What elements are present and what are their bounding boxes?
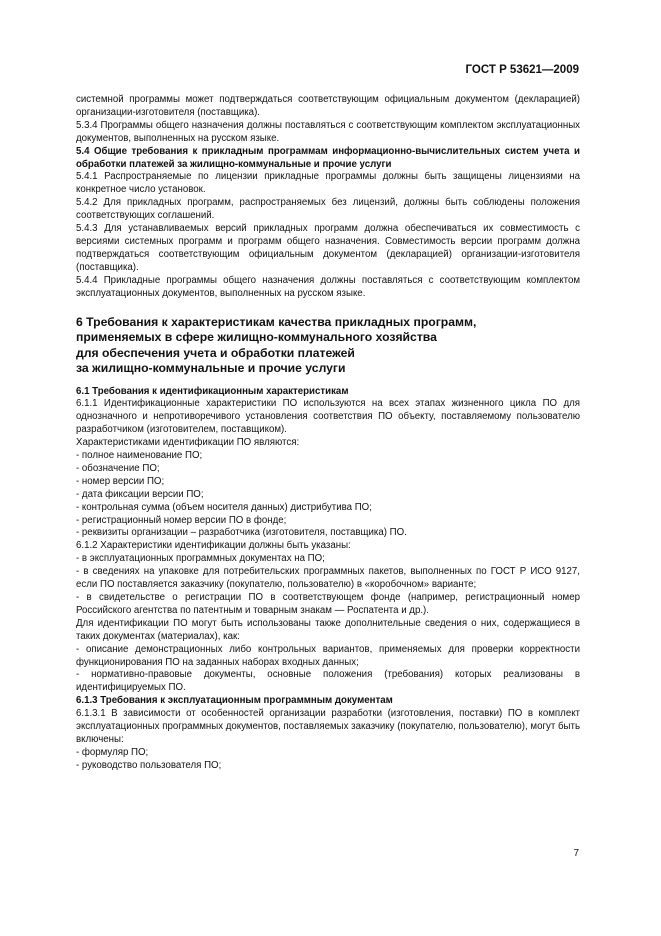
section-title-line: для обеспечения учета и обработки платежей <box>76 345 355 360</box>
paragraph: 5.4.1 Распространяемые по лицензии прикладные программы должны быть защищены лицензиями на конкретное число установок. <box>76 171 580 196</box>
section-6-body <box>76 386 580 773</box>
paragraph: 5.3.4 Программы общего назначения должны поставляться с соответствующим комплектом эксплуатационных документов, выполненных на русском языке. <box>76 119 580 144</box>
paragraph: Для идентификации ПО могут быть использованы также дополнительные сведения о них, содержащиеся в таких документах (материалах), как: <box>76 617 580 642</box>
list-item: - в эксплуатационных программных документах на ПО; <box>76 553 325 565</box>
list-item: - реквизиты организации – разработчика (изготовителя, поставщика) ПО. <box>76 527 407 539</box>
section-title-line: за жилищно-коммунальные и прочие услуги <box>76 361 346 375</box>
paragraph: 6.1.3.1 В зависимости от особенностей организации разработки (изготовления, поставки) ПО в комплект эксплуатационных программных документов, поставляемых заказчику (покупателю, пользователю), могут быть включены: <box>76 708 580 745</box>
list-item: - номер версии ПО; <box>76 475 165 487</box>
paragraph: 6.1.1 Идентификационные характеристики ПО используются на всех этапах жизненного цикла ПО для однозначного и непротиворечивого установления соответствия ПО объекту, поставляемому пользователю разработчиком (изготовителем, поставщиком). <box>76 398 580 436</box>
standard-number-header: ГОСТ Р 53621—2009 <box>465 64 579 76</box>
section-6-title <box>76 315 580 377</box>
paragraph: 5.4.3 Для устанавливаемых версий прикладных программ должна обеспечиваться их совместимость с версиями системных программ и программ общего назначения. Совместимость версии программ должна подтверждаться соответствующим официальным документом (декларацией) организации-изготовителя (поставщика). <box>76 223 580 273</box>
subsection-heading: 6.1.3 Требования к эксплуатационным программным документам <box>76 695 393 707</box>
list-item: Характеристиками идентификации ПО являются: <box>76 437 300 449</box>
paragraph: - в свидетельстве о регистрации ПО в соответствующем фонде (например, регистрационный номер Российского агентства по патентным и товарным знакам — Роспатента и др.). <box>76 592 580 616</box>
paragraph: - нормативно-правовые документы, основные положения (требования) которых реализованы в идентифицируемых ПО. <box>76 669 580 694</box>
page-number: 7 <box>573 848 579 859</box>
section-title-line: применяемых в сфере жилищно-коммунального хозяйства <box>76 330 437 344</box>
list-item: - полное наименование ПО; <box>76 450 203 462</box>
list-item: - формуляр ПО; <box>76 746 149 758</box>
paragraph: системной программы может подтверждаться соответствующим официальным документом (декларацией) организации-изготовителя (поставщика). <box>76 94 580 118</box>
paragraph: 5.4.2 Для прикладных программ, распространяемых без лицензий, должны быть соблюдены положения соответствующих соглашений. <box>76 197 580 222</box>
subsection-heading: 5.4 Общие требования к прикладным программам информационно-вычислительных систем учета и обработки платежей за жилищно-коммунальные и прочие услуги <box>76 145 580 170</box>
list-item: 6.1.2 Характеристики идентификации должны быть указаны: <box>76 540 351 552</box>
section-5-continuation <box>76 94 580 301</box>
subsection-heading: 6.1 Требования к идентификационным характеристикам <box>76 385 349 397</box>
paragraph: - описание демонстрационных либо контрольных вариантов, применяемых для проверки корректности функционирования ПО на заданных наборах входных данных; <box>76 643 580 668</box>
list-item: - контрольная сумма (объем носителя данных) дистрибутива ПО; <box>76 501 372 513</box>
paragraph: - в сведениях на упаковке для потребительских программных пакетов, выполненных по ГОСТ Р ИСО 9127, если ПО поставляется заказчику (покупателю, пользователю) в «коробочном» варианте; <box>76 566 580 591</box>
page-body <box>76 94 580 773</box>
list-item: - обозначение ПО; <box>76 462 160 474</box>
list-item: - дата фиксации версии ПО; <box>76 488 204 500</box>
section-title-line: 6 Требования к характеристикам качества прикладных программ, <box>76 314 477 329</box>
paragraph: 5.4.4 Прикладные программы общего назначения должны поставляться с соответствующим комплектом эксплуатационных документов, выполненных на русском языке. <box>76 274 580 299</box>
list-item: - регистрационный номер версии ПО в фонде; <box>76 514 287 526</box>
list-item: - руководство пользователя ПО; <box>76 759 222 771</box>
